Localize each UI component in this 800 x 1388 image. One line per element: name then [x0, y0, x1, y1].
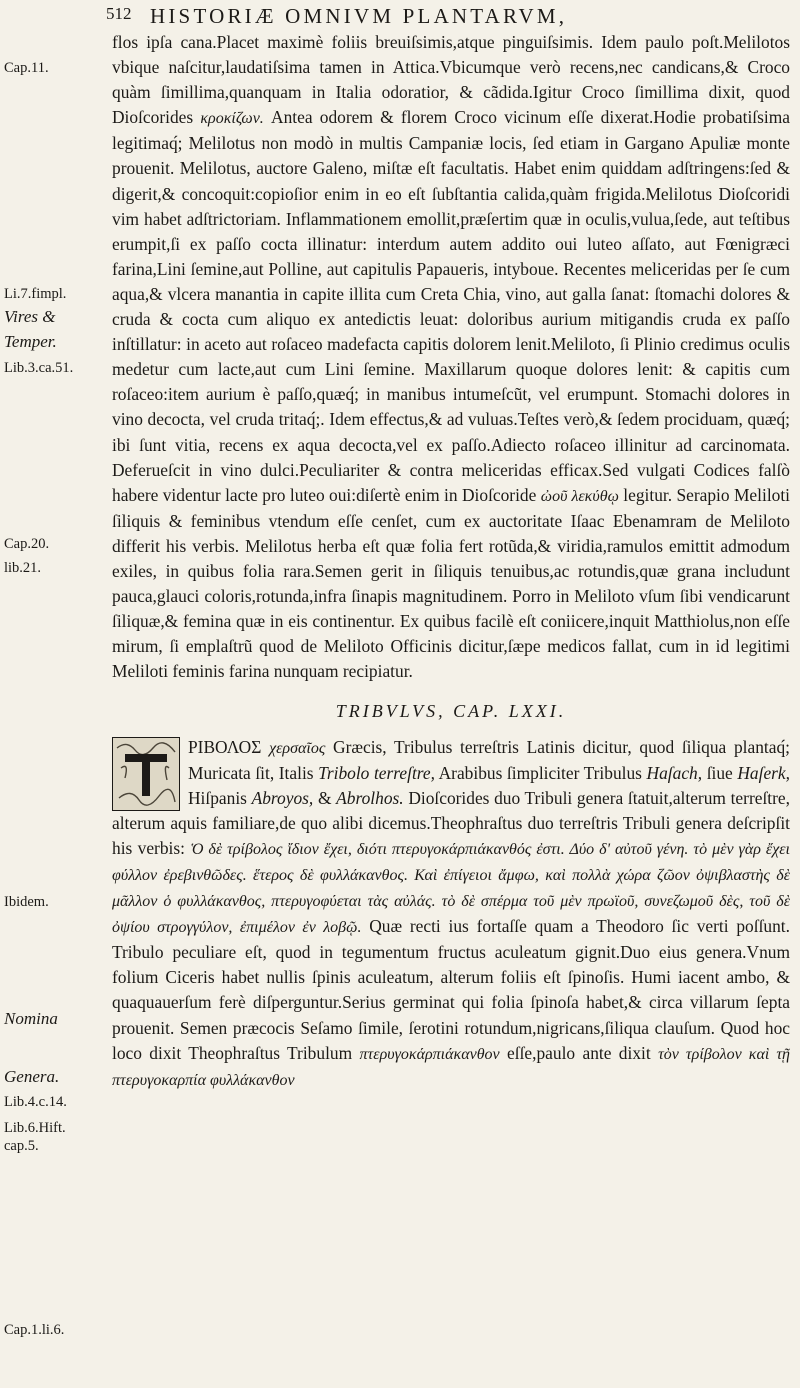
text-run: legitur. Serapio Meliloti ſiliquis & feminibus vtendum eſſe cenſet, cum ex auctoritate Iſaac Ebenamram de Meliloto differit his verbis. Melilotus herba eſt quæ folia fert rotũda,& viridia,ramulos emittit admodum exiles, in quibus folia rara.Semen gerit in ſiliquis tenuibus,ac rotundis,quæ grana includunt pauca,glauci coloris,rotunda,infra ſinapis magnitudinem. Porro in Meliloto vſum ſibi vendicarunt ſiliquæ,& femina quæ in eis continentur. Ex quibus facilè eſt coniicere,inquit Matthiolus,non eſſe mirum, ſi emplaſtrũ quod de Meliloto Officinis dicitur,ſæpe medicos fallat, cum in id legitimi Meliloti feminis farina nunquam recipiatur.	[112, 484, 791, 682]
greek-word: κροκίζων.	[200, 110, 264, 128]
page-number: 512	[106, 4, 132, 23]
text-run: Dioſcorides duo Tribuli genera ſtatuit,alterum terreſtre, alterum aquis familiare,de quo alibi dicemus.Theophraſtus duo terreſtris Tribuli genera deſcripſit his verbis:	[112, 787, 790, 858]
text-run: flos ipſa cana.Placet maximè foliis breuiſsimis,atque pinguiſsimis. Idem paulo poſt.Melilotos vbique naſcitur,laudatiſsima tamen in Attica.Vbicumque verò recens,nec candicans,& Croco quàm ſimillima,quanquam in Italia odoratior, & cãdida.Igitur Croco ſimillima dixit, quod Dioſcorides	[112, 32, 790, 128]
text-run: Hiſpanis	[188, 787, 247, 808]
text-run: Quæ recti ius fortaſſe quam a Theodoro ſic verti poſſunt. Tribulo peculiare eſt, quod in tegumentum fructus aculeatum gignit.Duo eius genera.Vnum folium Ciceris habet nullis ſpinis aculeatum, alterum foliis eſt ſpinoſis. Humi iacent ambo, & quaquauerſum ferè diſperguntur.Serius germinat qui folia ſpinoſa habet,& circa villarum ſepta prouenit. Semen præcocis Seſamo ſimile, ſerotini rotundum,nigricans,ſiliqua clauſum. Quod hoc loco dixit Theophraſtus Tribulum	[112, 916, 790, 1063]
main-text	[112, 30, 790, 1093]
margin-note: Cap.20.	[4, 536, 50, 552]
margin-note: Cap.11.	[4, 60, 49, 76]
italic-term: Haſerk,	[737, 762, 790, 783]
greek-quotation: Ὁ δὲ τρίβολος ἴδιον ἔχει, διότι πτερυγοκάρπιάκανθός ἐστι. Δύο δ' αὐτοῦ γένη. τὸ μὲν γὰρ ἔχει φύλλον ἐρεβινθῶδες. ἕτερος δὲ φυλλάκανθος. Καὶ ἐπίγειοι ἄμφω, καὶ πολλὰ χώρα ζῶον ὀψιβλαστὴς δὲ μᾶλλον ὁ φυλλάκανθος, πτερυγοφύεται τὰς αὐλάς. τὸ δὲ σπέρμα τοῦ μὲν πρωϊοῦ, συνεζωμοῦ δὲς, τοῦ δὲ ὀψίου στρογγύλον, ἐπιμέλον ἐν λοβῷ.	[112, 840, 790, 937]
text-run: ſiue	[706, 762, 733, 783]
decorated-initial-t-icon	[112, 737, 180, 811]
running-header	[0, 4, 800, 30]
italic-term: Haſach,	[646, 762, 703, 783]
italic-term: Abrolhos.	[336, 787, 404, 808]
text-run: &	[317, 787, 332, 808]
text-run: ΡΙΒΟΛΟΣ	[188, 736, 262, 757]
chapter-heading: TRIBVLVS, CAP. LXXI.	[335, 701, 567, 722]
margin-note: cap.5.	[4, 1138, 39, 1154]
greek-word: τὸν τρίβολον καὶ τῇ πτερυγοκαρπία φυλλάκανθον	[112, 1045, 790, 1089]
greek-word: πτερυγοκάρπιάκανθον	[359, 1045, 500, 1063]
running-title: HISTORIÆ OMNIVM PLANTARVM,	[150, 4, 568, 28]
margin-note: Nomina	[4, 1009, 58, 1028]
margin-note: Lib.4.c.14.	[4, 1094, 67, 1110]
greek-word: χερσαῖος	[269, 739, 326, 757]
margin-note: Lib.3.ca.51.	[4, 360, 74, 376]
margin-note: Genera.	[4, 1067, 60, 1086]
text-run: eſſe,paulo ante dixit	[507, 1042, 651, 1063]
margin-note: Vires &	[4, 307, 56, 326]
margin-note: Cap.1.li.6.	[4, 1322, 65, 1338]
paragraph-melilotus	[112, 30, 790, 684]
margin-note: Li.7.fimpl.	[4, 286, 67, 302]
italic-term: Abroyos,	[251, 787, 314, 808]
text-run: Græcis, Tribulus terreſtris Latinis dicitur, quod ſiliqua plantaq́; Muricata ſit, Italis	[188, 736, 790, 783]
margin-note: Ibidem.	[4, 894, 49, 910]
margin-note: Lib.6.Hift.	[4, 1120, 66, 1136]
text-run: Antea odorem & florem Croco vicinum eſſe dixerat.Hodie probatiſsima legitimaq́; Melilotus non modò in multis Campaniæ locis, ſed etiam in Gargano Apuliæ monte prouenit. Melilotus, auctore Galeno, miſtæ eſt facultatis. Habet enim quiddam adſtringens:ſed & digerit,& concoquit:copioſior enim in eo eſt ſubſtantia calida,quàm frigida.Melilotus Dioſcoridi vim habet adſtrictoriam. Inflammationem emollit,præſertim quæ in oculis,vulua,ſede, aut teſtibus erumpit,ſi ex paſſo cocta illinatur: interdum autem addito oui luteo aſſato, aut Fœnigræci farina,Lini ſemine,aut Polline, aut capitulis Papaueris, intyboue. Recentes meliceridas per ſe cum aqua,& vlcera manantia in capite illita cum Creta Chia, vino, aut galla ſanat: ſtomachi dolores & cruda & cocta cum aliquo ex antedictis leuat: doloribus aurium mitigandis cruda ex paſſo inſtillatur: in aceto aut roſaceo madefacta capitis dolorem lenit.Meliloto, ſi Plinio credimus oculis medetur cum lacte,aut cum Lini ſemine. Maxillarum quoque dolores lenit: & capitis cum roſaceo:item aurium è paſſo,quæq́; in manibus intumeſcũt, vel erumpunt. Stomachi dolores in vino decocta, vel cruda tritaq́;. Idem effectus,& ad vuluas.Teſtes verò,& ſedem prociduam, quæq́; ibi ſunt vitia, recens ex aqua decocta,vel ex paſſo.Adiecto roſaceo illinitur ad carcinomata. Deferueſcit in vino dulci.Peculiariter & contra meliceridas efficax.Sed vulgati Codices falſò habere videntur lacte pro luteo oui:diſertè enim in Dioſcoride	[112, 107, 790, 505]
margin-note: Temper.	[4, 332, 57, 351]
paragraph-tribulus	[112, 735, 790, 1093]
italic-term: Tribolo terreſtre,	[318, 762, 435, 783]
text-run: Arabibus ſimpliciter Tribulus	[438, 762, 642, 783]
greek-word: ὠοῦ λεκύθῳ	[540, 487, 619, 505]
margin-note: lib.21.	[4, 560, 42, 576]
